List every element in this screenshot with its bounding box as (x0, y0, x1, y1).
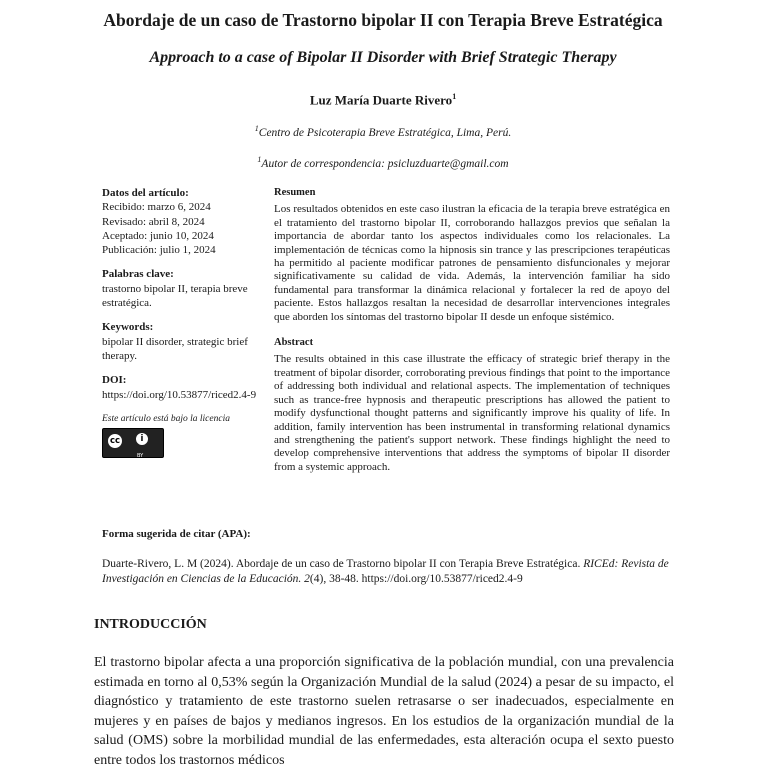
affiliation (0, 124, 766, 139)
resumen-heading: Resumen (274, 187, 316, 198)
author-line (0, 92, 766, 108)
correspondence-text: Autor de correspondencia: psicluzduarte@gmail.com (261, 157, 509, 170)
intro-paragraph: El trastorno bipolar afecta a una proporción significativa de la población mundial, con una prevalencia estimada en torno al 0,53% según la Organización Mundial de la salud (2024) a pesar de su impacto, el diagnóstico y tratamiento de este trastorno suelen retrasarse o ser inadecuados, especialmente en mujeres y en países de bajos y medianos ingresos. En los estudios de la organización mundial de la salud (OMS) sobre la morbilidad mundial de las enfermedades, esta alteración ocupa el sexto puesto entre todos los trastornos médicos (94, 655, 674, 768)
article-data-heading: Datos del artículo: (102, 187, 189, 199)
published-date: Publicación: julio 1, 2024 (102, 244, 216, 257)
keywords-es (102, 267, 270, 310)
citation-pages: (4), 38-48. https://doi.org/10.53877/riced2.4-9 (309, 572, 523, 585)
citation-authors: Duarte-Rivero, L. M (2024). Abordaje de un caso de Trastorno bipolar II con Terapia Breve Estratégica. (102, 558, 584, 570)
affiliation-text: Centro de Psicoterapia Breve Estratégica, Lima, Perú. (258, 126, 512, 139)
doi-block (102, 373, 270, 402)
cc-by-license-badge[interactable] (102, 428, 164, 458)
citation-heading: Forma sugerida de citar (APA): (102, 528, 251, 540)
abstracts-column (274, 186, 670, 474)
by-label: BY (137, 453, 144, 460)
citation-journal: RICEd: Revista de Investigación en Ciencias de la Educación. 2 (102, 558, 669, 585)
doi-link[interactable]: https://doi.org/10.53877/riced2.4-9 (102, 388, 257, 401)
keywords-en (102, 320, 270, 363)
doi-heading: DOI: (102, 374, 127, 387)
keywords-en-text: bipolar II disorder, strategic brief therapy. (102, 335, 248, 362)
abstract-text: The results obtained in this case illustrate the efficacy of strategic brief therapy in the treatment of bipolar disorder, corroborating previous findings that point to the importance of addressing both individual and relational aspects. The implementation of techniques such as trance-free hypnosis and therapeutic prescriptions has allowed the patient to modify dysfunctional thought patterns and significantly improve his quality of life. In addition, family intervention has been instrumental in transforming relational dynamics and strengthening the patient's support network. These findings highlight the need to develop comprehensive interventions that address the symptoms of bipolar II disorder from a systemic approach. (274, 353, 670, 473)
attribution-icon: i (134, 431, 150, 447)
keywords-es-text: trastorno bipolar II, terapia breve estratégica. (102, 282, 248, 310)
article-sidebar (102, 186, 270, 458)
author-sup: 1 (452, 92, 457, 101)
abstract-heading: Abstract (274, 337, 314, 349)
revised-date: Revisado: abril 8, 2024 (102, 215, 205, 228)
resumen-text: Los resultados obtenidos en este caso ilustran la eficacia de la terapia breve estratégica en el tratamiento del trastorno bipolar II, corroborando hallazgos previos que señalan la importancia de abordar tanto los aspectos individuales como los relacionales. La implementación de técnicas como la hipnosis sin trance y las prescripciones terapéuticas ha permitido al paciente modificar patrones de pensamiento disfuncionales y mejorar significativamente su calidad de vida. Además, la intervención familiar ha sido fundamental para transformar la dinámica relacional y fortalecer la red de apoyo del paciente. Estos hallazgos resaltan la necesidad de desarrollar intervenciones integrales que aborden los síntomas del trastorno bipolar II desde un enfoque sistémico. (274, 203, 670, 323)
correspondence-sup: 1 (257, 155, 262, 164)
correspondence (0, 155, 766, 170)
paper-title: Abordaje de un caso de Trastorno bipolar II con Terapia Breve Estratégica (103, 10, 663, 30)
keywords-en-heading: Keywords: (102, 321, 154, 334)
author-name: Luz María Duarte Rivero (309, 92, 453, 108)
affiliation-sup: 1 (254, 124, 259, 133)
license-note: Este artículo está bajo la licencia (102, 413, 230, 424)
intro-heading: INTRODUCCIÓN (94, 617, 207, 632)
citation (102, 557, 670, 586)
accepted-date: Aceptado: junio 10, 2024 (102, 229, 214, 242)
article-data (102, 186, 270, 257)
received-date: Recibido: marzo 6, 2024 (102, 201, 211, 214)
paper-subtitle: Approach to a case of Bipolar II Disorder with Brief Strategic Therapy (149, 49, 617, 66)
cc-icon: cc (106, 432, 124, 450)
keywords-es-heading: Palabras clave: (102, 268, 174, 281)
